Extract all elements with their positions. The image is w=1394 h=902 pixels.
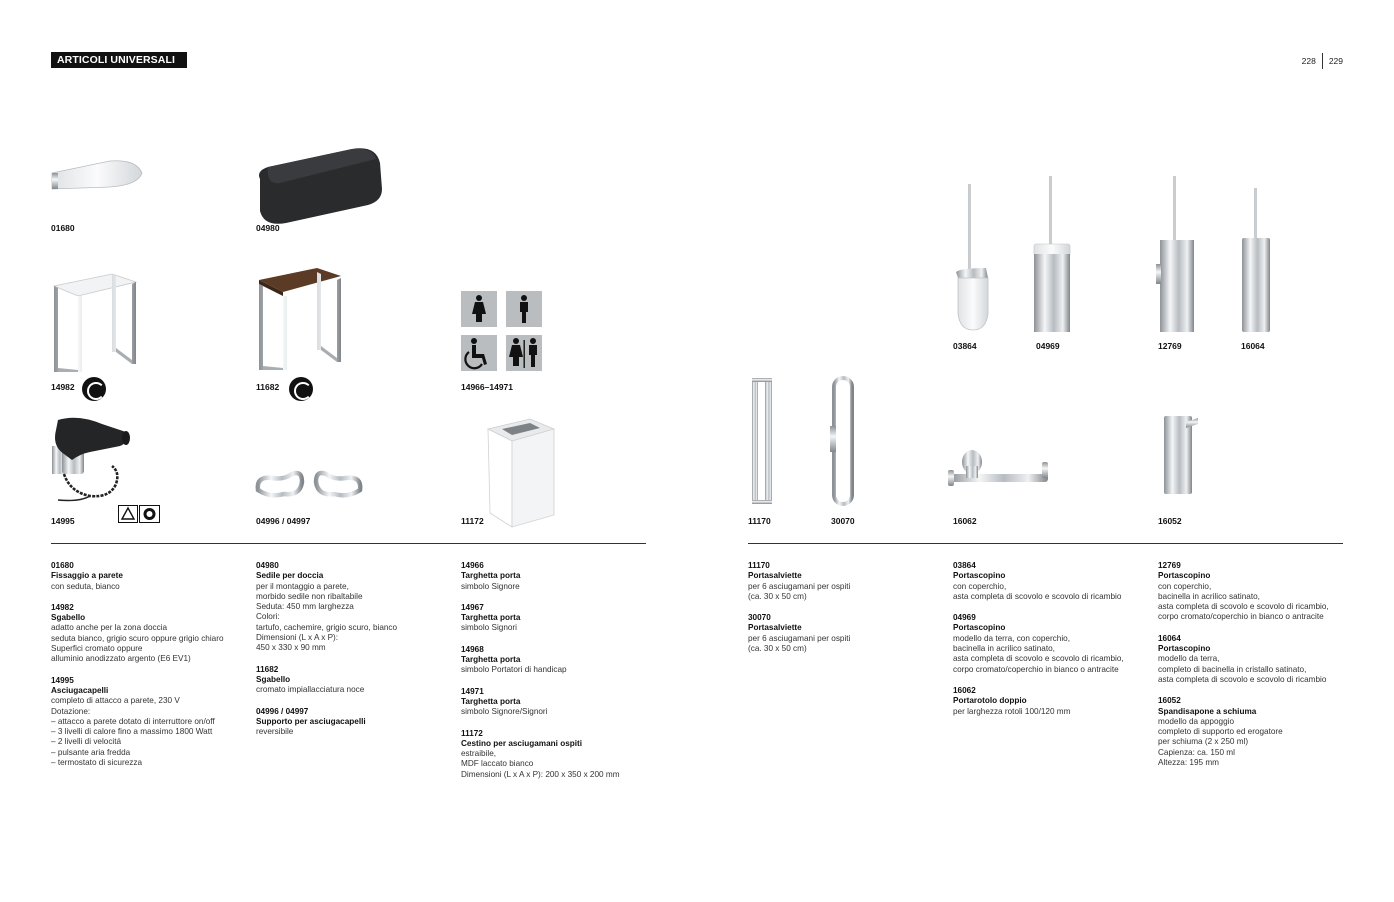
description-column xyxy=(461,561,661,791)
brush-holder-wall-image xyxy=(950,182,996,332)
entry-code: 16064 xyxy=(1158,633,1181,643)
product-code: 03864 xyxy=(953,341,977,351)
product-entry xyxy=(461,729,661,780)
page-number-right: 229 xyxy=(1328,56,1343,66)
entry-description-line: simbolo Signore xyxy=(461,581,520,591)
brush-holder-lid-image xyxy=(1154,174,1200,334)
product-code: 16064 xyxy=(1241,341,1265,351)
entry-code: 14967 xyxy=(461,602,484,612)
entry-title: Portascopino xyxy=(1158,571,1211,581)
entry-code: 11170 xyxy=(748,561,770,570)
entry-description-line: modello da appoggio xyxy=(1158,716,1235,726)
entry-description-line: reversibile xyxy=(256,727,294,737)
description-column xyxy=(51,561,251,779)
entry-title: Portasalviette xyxy=(748,571,802,581)
entry-description-line: – attacco a parete dotato di interruttore on/off xyxy=(51,716,215,726)
entry-description-line: Dimensioni (L x A x P): 200 x 350 x 200 mm xyxy=(461,769,620,779)
product-entry xyxy=(1158,696,1348,768)
entry-description-line: per 6 asciugamani per ospiti xyxy=(748,633,851,643)
entry-description-line: per 6 asciugamani per ospiti xyxy=(748,581,851,591)
entry-title: Portascopino xyxy=(953,571,1006,581)
entry-description-line: (ca. 30 x 50 cm) xyxy=(748,644,807,654)
entry-title: Targhetta porta xyxy=(461,613,521,623)
divider-line xyxy=(51,543,646,544)
entry-description-line: asta completa di scovolo e scovolo di ricambio, xyxy=(1158,602,1329,612)
description-column xyxy=(1158,561,1348,779)
product-code: 04996 / 04997 xyxy=(256,516,311,526)
stool-white-image xyxy=(50,272,140,376)
section-title: ARTICOLI UNIVERSALI xyxy=(51,52,187,68)
product-entry xyxy=(256,707,456,738)
entry-code: 14995 xyxy=(51,675,74,685)
product-code: 11170 xyxy=(748,516,771,526)
entry-description-line: cromato impiallacciatura noce xyxy=(256,685,365,695)
entry-description-line: asta completa di scovolo e scovolo di ricambio, xyxy=(953,654,1124,664)
entry-code: 16052 xyxy=(1158,696,1181,706)
entry-description-line: modello da terra, xyxy=(1158,654,1220,664)
stool-walnut-image xyxy=(255,266,345,376)
brush-holder-glass-image xyxy=(1238,186,1274,334)
entry-description-line: completo di supporto ed erogatore xyxy=(1158,727,1283,737)
entry-description-line: 450 x 330 x 90 mm xyxy=(256,643,326,653)
product-entry xyxy=(1158,561,1348,623)
product-code: 11172 xyxy=(461,516,484,526)
entry-description-line: – 2 livelli di velocitá xyxy=(51,737,122,747)
product-entry xyxy=(953,561,1153,602)
product-entry xyxy=(256,561,456,654)
entry-description-line: alluminio anodizzato argento (E6 EV1) xyxy=(51,654,191,664)
entry-code: 11172 xyxy=(461,728,483,738)
product-entry xyxy=(51,603,251,665)
entry-title: Targhetta porta xyxy=(461,696,521,706)
entry-description-line: Superfici cromato oppure xyxy=(51,644,143,654)
entry-description-line: Dotazione: xyxy=(51,706,91,716)
product-entry xyxy=(461,603,661,634)
product-code: 30070 xyxy=(831,516,855,526)
entry-description-line: (ca. 30 x 50 cm) xyxy=(748,591,807,601)
entry-title: Targhetta porta xyxy=(461,655,521,665)
entry-title: Fissaggio a parete xyxy=(51,571,123,581)
entry-code: 14971 xyxy=(461,686,484,696)
brush-holder-floor-image xyxy=(1030,174,1074,334)
product-code: 16062 xyxy=(953,516,977,526)
description-column xyxy=(953,561,1153,728)
certification-badge-icon xyxy=(289,377,313,401)
product-code: 14966–14971 xyxy=(461,382,514,392)
product-entry xyxy=(953,686,1153,717)
entry-code: 16062 xyxy=(953,685,976,695)
entry-description-line: Capienza: ca. 150 ml xyxy=(1158,747,1235,757)
entry-description-line: adatto anche per la zona doccia xyxy=(51,623,168,633)
product-code: 14995 xyxy=(51,516,75,526)
entry-title: Portascopino xyxy=(1158,644,1211,654)
wall-mount-seat-image xyxy=(50,155,146,195)
page-number-left: 228 xyxy=(1301,56,1316,66)
product-entry xyxy=(461,561,661,592)
page-numbers xyxy=(1302,53,1343,69)
safety-marks-icon xyxy=(118,505,160,523)
entry-description-line: seduta bianco, grigio scuro oppure grigio chiaro xyxy=(51,633,224,643)
entry-description-line: corpo cromato/coperchio in bianco o antracite xyxy=(1158,612,1324,622)
entry-description-line: per schiuma (2 x 250 ml) xyxy=(1158,737,1249,747)
entry-description-line: – pulsante aria fredda xyxy=(51,747,131,757)
entry-code: 04996 / 04997 xyxy=(256,706,309,716)
product-entry xyxy=(748,561,948,602)
entry-title: Sgabello xyxy=(51,613,86,623)
foam-soap-dispenser-image xyxy=(1156,412,1200,496)
entry-description-line: Colori: xyxy=(256,612,280,622)
product-entry xyxy=(51,676,251,769)
entry-title: Portarotolo doppio xyxy=(953,696,1027,706)
entry-code: 12769 xyxy=(1158,561,1181,570)
entry-description-line: – termostato di sicurezza xyxy=(51,758,143,768)
product-entry xyxy=(461,645,661,676)
page-separator xyxy=(1322,53,1323,69)
entry-code: 04980 xyxy=(256,561,279,570)
towel-rail-image xyxy=(750,376,774,506)
hair-dryer-image xyxy=(50,416,132,508)
description-column xyxy=(748,561,948,665)
entry-description-line: corpo cromato/coperchio in bianco o antracite xyxy=(953,664,1119,674)
divider-line xyxy=(748,543,1343,544)
entry-description-line: MDF laccato bianco xyxy=(461,759,534,769)
entry-description-line: asta completa di scovolo e scovolo di ricambio xyxy=(1158,674,1327,684)
entry-description-line: completo di bacinella in cristallo satinato, xyxy=(1158,664,1307,674)
entry-description-line: per il montaggio a parete, xyxy=(256,581,349,591)
entry-description-line: simbolo Signore/Signori xyxy=(461,707,548,717)
product-entry xyxy=(51,561,251,592)
product-entry xyxy=(748,613,948,654)
entry-code: 14982 xyxy=(51,602,74,612)
product-code: 12769 xyxy=(1158,341,1182,351)
dryer-holder-image xyxy=(254,468,364,502)
product-code: 11682 xyxy=(256,382,280,392)
entry-description-line: per larghezza rotoli 100/120 mm xyxy=(953,706,1071,716)
entry-description-line: Altezza: 195 mm xyxy=(1158,758,1219,768)
towel-bin-image xyxy=(486,417,556,529)
entry-description-line: con coperchio, xyxy=(953,581,1007,591)
entry-description-line: simbolo Signori xyxy=(461,623,517,633)
entry-title: Portasalviette xyxy=(748,623,802,633)
entry-title: Portascopino xyxy=(953,623,1006,633)
entry-description-line: – 3 livelli di calore fino a massimo 1800 Watt xyxy=(51,727,213,737)
entry-description-line: Dimensioni (L x A x P): xyxy=(256,633,339,643)
entry-description-line: bacinella in acrilico satinato, xyxy=(953,644,1055,654)
product-code: 04980 xyxy=(256,223,280,233)
entry-description-line: modello da terra, con coperchio, xyxy=(953,633,1070,643)
double-roll-holder-image xyxy=(946,448,1052,494)
product-code: 04969 xyxy=(1036,341,1060,351)
product-code: 14982 xyxy=(51,382,75,392)
certification-badge-icon xyxy=(82,377,106,401)
entry-title: Targhetta porta xyxy=(461,571,521,581)
entry-description-line: morbido sedile non ribaltabile xyxy=(256,591,363,601)
product-entry xyxy=(953,613,1153,675)
product-entry xyxy=(256,665,456,696)
entry-title: Asciugacapelli xyxy=(51,685,109,695)
product-entry xyxy=(461,687,661,718)
entry-title: Cestino per asciugamani ospiti xyxy=(461,738,583,748)
entry-code: 03864 xyxy=(953,561,976,570)
entry-description-line: estraibile, xyxy=(461,749,497,759)
description-column xyxy=(256,561,456,748)
door-signs-image xyxy=(460,290,544,372)
entry-title: Sedile per doccia xyxy=(256,571,324,581)
towel-ring-image xyxy=(826,376,856,506)
entry-title: Sgabello xyxy=(256,674,291,684)
entry-code: 14966 xyxy=(461,561,484,570)
entry-description-line: completo di attacco a parete, 230 V xyxy=(51,696,180,706)
entry-code: 30070 xyxy=(748,613,771,623)
entry-description-line: con seduta, bianco xyxy=(51,581,120,591)
entry-code: 11682 xyxy=(256,664,279,674)
product-entry xyxy=(1158,634,1348,685)
shower-seat-image xyxy=(252,145,384,227)
entry-title: Supporto per asciugacapelli xyxy=(256,716,366,726)
entry-description-line: simbolo Portatori di handicap xyxy=(461,665,567,675)
product-code: 01680 xyxy=(51,223,75,233)
product-code: 16052 xyxy=(1158,516,1182,526)
entry-code: 01680 xyxy=(51,561,74,570)
entry-description-line: tartufo, cachemire, grigio scuro, bianco xyxy=(256,622,398,632)
entry-code: 14968 xyxy=(461,644,484,654)
entry-description-line: con coperchio, xyxy=(1158,581,1212,591)
entry-description-line: bacinella in acrilico satinato, xyxy=(1158,591,1260,601)
entry-title: Spandisapone a schiuma xyxy=(1158,706,1257,716)
entry-description-line: Seduta: 450 mm larghezza xyxy=(256,602,354,612)
entry-description-line: asta completa di scovolo e scovolo di ricambio xyxy=(953,591,1122,601)
entry-code: 04969 xyxy=(953,613,976,623)
